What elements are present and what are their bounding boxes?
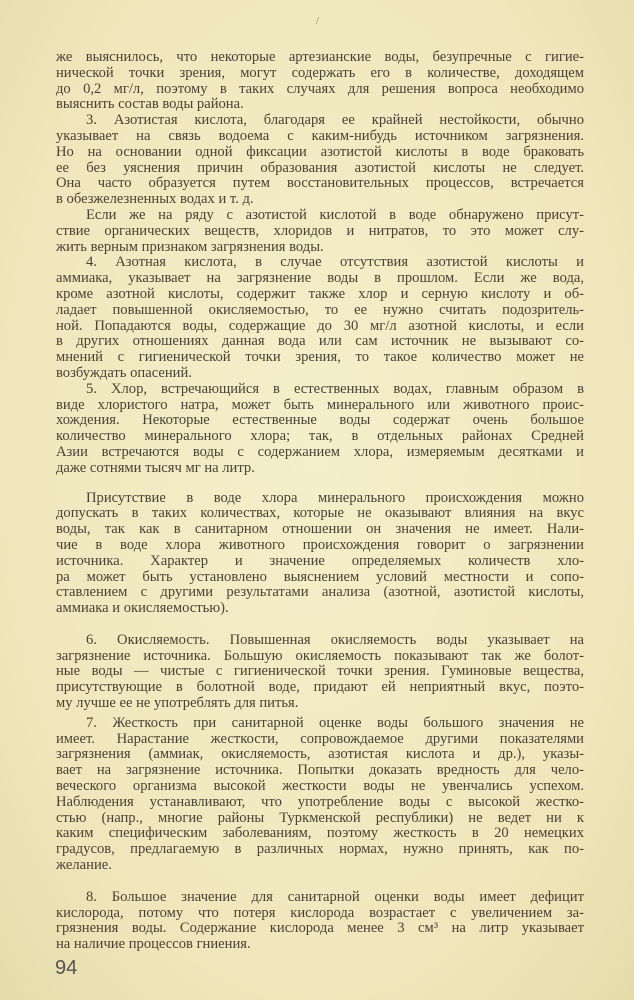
text-line: Но на основании одной фиксации азотистой кислоты в воде браковать [56,144,584,160]
text-line: выяснить состав воды района. [56,97,244,113]
paragraph [56,716,584,874]
text-line: грязнения воды. Содержание кислорода менее 3 см³ на литр указывает [56,921,584,937]
text-line: 6. Окисляемость. Повышенная окисляемость воды указывает на [86,632,584,648]
text-line: веческого организма высокой жесткости воды не увенчались успехом. [56,779,584,795]
text-line: мнений с гигиенической точки зрения, то такое количество может не [56,350,584,366]
paragraph [56,113,584,208]
text-line: виде хлористого натра, может быть минерального или животного проис- [56,397,584,413]
text-line: ставлением с другими результатами анализа (азотной, азотистой кислоты, [56,585,584,601]
text-line: жить верным признаком загрязнения воды. [56,239,324,255]
paragraph [56,633,584,712]
text-line: аммиака и окисляемостью). [56,601,229,617]
text-line: градусов, предлагаемую в различных нормах, нужно принять, как по- [56,842,584,858]
text-line: Она часто образуется путем восстановительных процессов, встречается [56,176,584,192]
text-line: кислорода, потому что потеря кислорода возрастает с увеличением за- [56,905,584,921]
text-line: до 0,2 мг/л, поэтому в таких случаях для решения вопроса необходимо [56,81,584,97]
paragraph [56,208,584,255]
text-line: загрязнения (аммиак, окисляемость, азотистая кислота и др.), указы- [56,747,584,763]
text-line: ее без уяснения причин образования азотистой кислоты не следует. [56,160,584,176]
text-line: в обезжелезненных водах и т. д. [56,192,254,208]
text-line: 7. Жесткость при санитарной оценке воды большого значения не [86,715,584,731]
text-line: количество минерального хлора; так, в отдельных районах Средней [56,429,584,445]
text-line: ные воды — чистые с гигиенической точки зрения. Гуминовые вещества, [56,664,584,680]
page-text [56,50,584,953]
text-line: кроме азотной кислоты, содержит также хлор и серную кислоту и об- [56,286,584,302]
top-mark: / [316,16,319,27]
text-line: присутствующие в болотной воде, придают ей неприятный вкус, поэто- [56,680,584,696]
text-line: Наблюдения устанавливают, что употребление воды с высокой жестко- [56,794,584,810]
text-line: ладает повышенной окисляемостью, то ее нужно считать подозритель- [56,302,584,318]
text-line: 8. Большое значение для санитарной оценки воды имеет дефицит [86,889,584,905]
text-line: допускать в таких количествах, которые не оказывают влияния на вкус [56,506,584,522]
text-line: желание. [56,858,112,874]
text-line: ра может быть установлено выяснением условий местности и сопо- [56,569,584,585]
text-line: хождения. Некоторые естественные воды содержат очень большое [56,413,584,429]
text-line: каким специфическим заболеваниям, поэтому жесткость в 20 немецких [56,826,584,842]
text-line: же выяснилось, что некоторые артезианские воды, безупречные с гигие- [56,50,584,65]
paragraph [56,491,584,617]
text-line: 5. Хлор, встречающийся в естественных водах, главным образом в [86,381,584,397]
text-line: стью (напр., многие районы Туркменской республики) не ведет ни к [56,810,584,826]
text-line: в других отношениях данная вода или сам источник не вызывают со- [56,334,584,350]
paragraph [56,50,584,113]
text-line: 3. Азотистая кислота, благодаря ее крайней нестойкости, обычно [86,113,584,129]
text-line: даже сотнями тысяч мг на литр. [56,460,255,476]
text-line: нической точки зрения, могут содержать его в количестве, доходящем [56,65,584,81]
text-line: указывает на связь водоема с каким-нибудь источником загрязнения. [56,128,584,144]
text-line: источника. Характер и значение определяемых количеств хло- [56,553,584,569]
text-line: ствие органических веществ, хлоридов и нитратов, то это может слу- [56,223,584,239]
paragraph [56,890,584,953]
text-line: имеет. Нарастание жесткости, сопровождаемое другими показателями [56,731,584,747]
paragraph [56,255,584,381]
text-line: му лучше ее не употреблять для питья. [56,696,299,712]
page-number: 94 [55,957,78,979]
text-line: чие в воде хлора животного происхождения говорит о загрязнении [56,537,584,553]
text-line: вает на загрязнение источника. Попытки доказать вредность для чело- [56,763,584,779]
text-line: Азии встречаются воды с содержанием хлора, измеряемым десятками и [56,444,584,460]
text-line: Присутствие в воде хлора минерального происхождения можно [86,490,584,506]
text-line: Если же на ряду с азотистой кислотой в воде обнаружено присут- [86,207,584,223]
text-line: ной. Попадаются воды, содержащие до 30 мг/л азотной кислоты, и если [56,318,584,334]
text-line: аммиака, указывает на загрязнение воды в прошлом. Если же вода, [56,271,584,287]
paragraph [56,382,584,477]
text-line: возбуждать опасений. [56,365,192,381]
text-line: 4. Азотная кислота, в случае отсутствия азотистой кислоты и [86,255,584,271]
text-line: воды, так как в санитарном отношении он значения не имеет. Нали- [56,522,584,538]
text-line: загрязнение источника. Большую окисляемость показывают так же болот- [56,648,584,664]
text-line: на наличие процессов гниения. [56,937,251,953]
